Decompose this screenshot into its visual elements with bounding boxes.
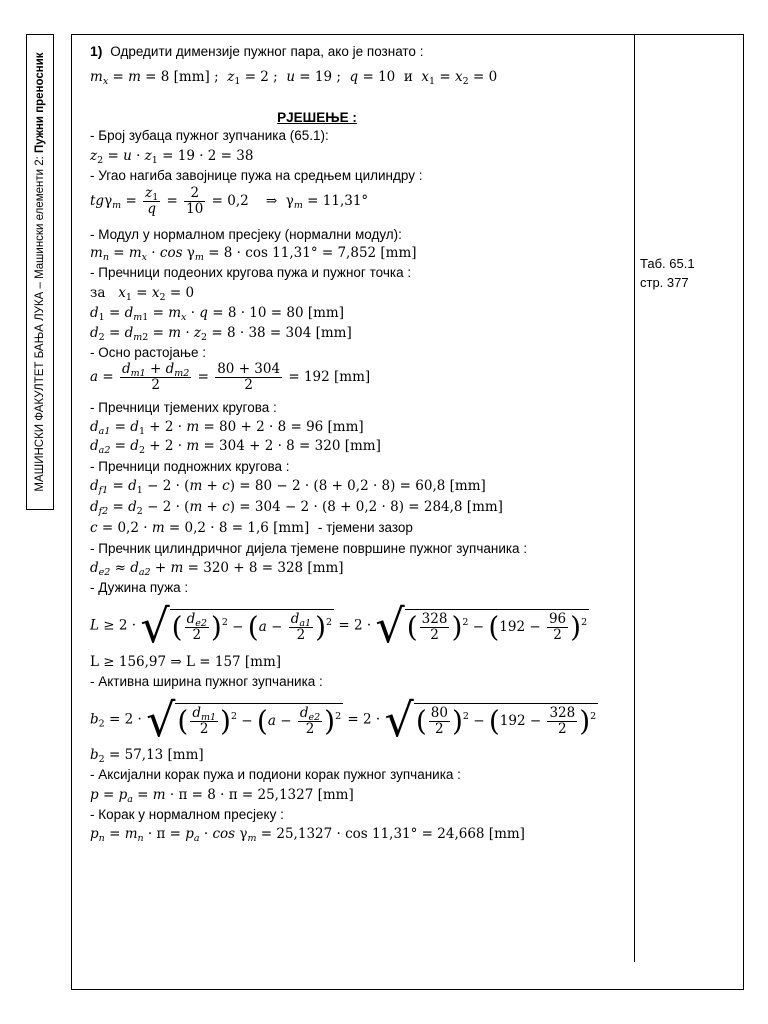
formula-da2: $d_{a2} = d_2 + 2 \cdot m = 304 + 2 \cdot 8 = 320$ [mm] (90, 438, 381, 456)
step-axial-pitch: - Аксијални корак пужа и подиони корак пужног зупчаника : (90, 767, 461, 782)
formula-b2-result: $b_2 = 57,13$ [mm] (90, 747, 204, 765)
formula-L: L ≥ 2 · √( $\frac{d_{e2}}{2}$ )$^2$ − (a − $\frac{d_{a1}}{2}$ )$^2$ = 2 · √( $\frac{328}{2}$ )$^2$ − (192 − $\frac{96}{2}$ )$^2$ (90, 599, 588, 653)
task-statement (90, 43, 423, 59)
step-tip-diameters: - Пречници тјемених кругова : (90, 400, 277, 415)
formula-gamma: tgγ$_m$ = $\frac{z_1}{q}$ = $\frac{2}{10}$ = 0,2 ⇒ $\gamma_m = 11,31^\circ$ (90, 185, 369, 217)
side-label (34, 37, 46, 507)
step-root-diameters: - Пречници подножних кругова : (90, 459, 290, 474)
page-reference: стр. 377 (640, 275, 689, 290)
formula-z2: $z_2 = u \cdot z_1 = 19 \cdot 2 = 38$ (90, 148, 254, 166)
step-helix-angle: - Угао нагиба завојнице пужа на средњем цилиндру : (90, 168, 423, 183)
step-normal-module: - Модул у нормалном пресјеку (нормални модул): (90, 227, 402, 242)
formula-de2: $d_{e2} \approx d_{a2} + m = 320 + 8 = 328$ [mm] (90, 560, 344, 578)
table-reference: Таб. 65.1 (640, 256, 695, 271)
formula-c: c = 0,2 · m = 0,2 · 8 = 1,6 [mm] - тјемени зазор (90, 520, 413, 536)
formula-df2: $d_{f2} = d_2 - 2 \cdot (m + c) = 304 - 2 \cdot (8 + 0,2 \cdot 8) = 284,8$ [mm] (90, 499, 503, 517)
formula-pn: $p_n = m_n \cdot \pi = p_a \cdot \cos \gamma_m = 25,1327 \cdot \cos 11,31^\circ = 24,668$ [mm] (90, 826, 525, 844)
formula-d2: $d_2 = d_{m2} = m \cdot z_2 = 8 \cdot 38 = 304$ [mm] (90, 325, 352, 343)
formula-d1: $d_1 = d_{m1} = m_x \cdot q = 8 \cdot 10 = 80$ [mm] (90, 305, 344, 323)
step-center-distance: - Осно растојање : (90, 345, 207, 360)
step-teeth-count: - Број зубаца пужног зупчаника (65.1): (90, 128, 329, 143)
step-worm-length: - Дужина пужа : (90, 580, 189, 595)
formula-df1: $d_{f1} = d_1 - 2 \cdot (m + c) = 80 - 2 \cdot (8 + 0,2 \cdot 8) = 60,8$ [mm] (90, 478, 486, 496)
formula-mn: $m_n = m_x \cdot \cos \gamma_m = 8 \cdot \cos 11,31^\circ = 7,852$ [mm] (90, 245, 417, 263)
step-pitch-diameters: - Пречници подеоних кругова пужа и пужног точка : (90, 265, 412, 280)
column-divider (634, 34, 635, 962)
formula-p: $p = p_a = m \cdot \pi = 8 \cdot \pi = 25,1327$ [mm] (90, 787, 354, 805)
given-values: $m_x = m = 8$ [mm] ; $z_1 = 2$ ; u = 19 ; q = 10 и $x_1 = x_2 = 0$ (90, 69, 498, 87)
step-active-width: - Активна ширина пужног зупчаника : (90, 674, 323, 689)
step-normal-pitch: - Корак у нормалном пресјеку : (90, 807, 284, 822)
task-number: 1) (90, 43, 103, 59)
formula-x-condition: за $x_1 = x_2 = 0$ (90, 285, 195, 303)
side-label-normal: МАШИНСКИ ФАКУЛТЕТ БАЊА ЛУКА – Машински елементи 2: (34, 152, 46, 492)
task-text: Одредити димензије пужног пара, ако је познато : (110, 44, 424, 59)
formula-b2: $b_2 = 2$ · √( $\frac{d_{m1}}{2}$ )$^2$ − (a − $\frac{d_{e2}}{2}$ )$^2$ = 2 · √( $\frac{80}{2}$ )$^2$ − (192 − $\frac{328}{2}$ )$^2$ (90, 693, 597, 747)
step-cylinder-diameter: - Пречник цилиндричног дијела тјемене површине пужног зупчаника : (90, 541, 528, 556)
side-label-bold: Пужни преносник (34, 52, 46, 153)
formula-da1: $d_{a1} = d_1 + 2 \cdot m = 80 + 2 \cdot 8 = 96$ [mm] (90, 419, 364, 437)
solution-title: РЈЕШЕЊЕ : (277, 110, 357, 125)
formula-L-result: L ≥ 156,97 ⇒ L = 157 [mm] (90, 654, 282, 670)
formula-a: a = $\frac{d_{m1} + d_{m2}}{2}$ = $\frac{80 + 304}{2}$ = 192 [mm] (90, 361, 371, 393)
